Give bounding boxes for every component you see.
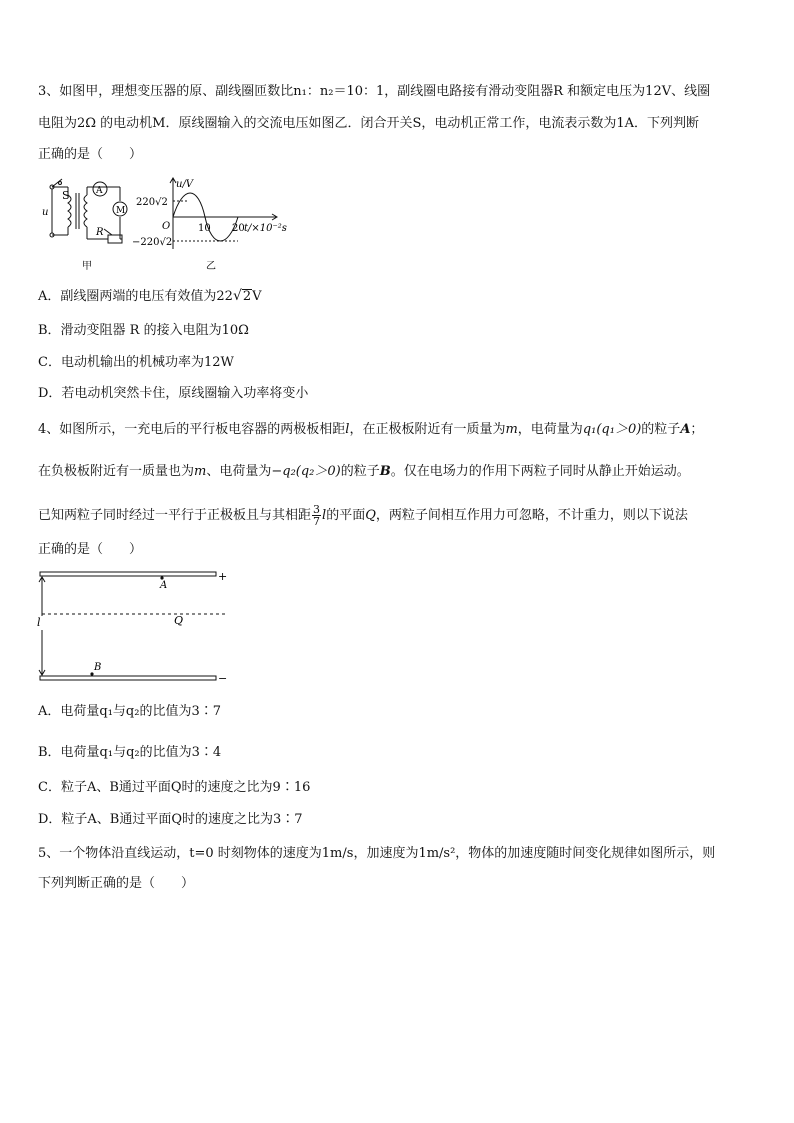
q3-figure: [38, 175, 298, 275]
q4-stem-line2: [38, 463, 690, 481]
q3-stem-line1: 3、如图甲，理想变压器的原、副线圈匝数比n₁：n₂＝10：1，副线圈电路接有滑动变阻器R 和额定电压为12V、线圈: [38, 84, 711, 99]
q4-option-a: A．电荷量q₁与q₂的比值为3∶7: [38, 704, 221, 719]
q4-fig-plus: +: [218, 570, 228, 583]
q3-option-c: C．电动机输出的机械功率为12W: [38, 355, 234, 370]
q3-graph-y-bottom: −220√2: [132, 237, 173, 248]
q3-fig-label-s: S: [62, 189, 70, 202]
q4-l2-particle-b: B: [379, 464, 391, 479]
q4-l1-l: l: [345, 422, 350, 437]
q4-fig-label-q: Q: [174, 614, 184, 627]
q4-l1-c: ，电荷量为: [517, 422, 583, 437]
q3-graph-y-axis-label: u/V: [176, 179, 194, 190]
q4-l2-b: 、电荷量为: [206, 464, 272, 479]
q4-stem-line4: 正确的是（ ）: [38, 542, 143, 557]
q3-graph-tick-10: 10: [198, 223, 211, 234]
q4-l2-c: 的粒子: [340, 464, 380, 479]
q4-option-b: B．电荷量q₁与q₂的比值为3∶4: [38, 745, 222, 760]
q4-l3-c: ，两粒子间相互作用力可忽略，不计重力，则以下说法: [375, 508, 688, 523]
q4-l2-q: −q₂(q₂＞0): [271, 464, 341, 479]
q4-l2-m: m: [194, 464, 207, 479]
q3-stem-line3: 正确的是（ ）: [38, 147, 143, 162]
q3-option-b: B．滑动变阻器 R 的接入电阻为10Ω: [38, 323, 249, 338]
q4-l3-b: 的平面: [326, 508, 366, 523]
q4-fig-minus: −: [218, 672, 228, 685]
q3-option-a-text: A．副线圈两端的电压有效值为: [38, 289, 217, 304]
q4-l3-fraction: [312, 504, 321, 527]
q3-fig-label-resistor: R: [96, 227, 104, 238]
q4-l3-num: 3: [313, 503, 321, 516]
q4-l2-a: 在负极板附近有一质量也为: [38, 464, 195, 479]
q4-l2-d: 。仅在电场力的作用下两粒子同时从静止开始运动。: [390, 464, 690, 479]
q4-l3-den: 7: [313, 515, 321, 528]
q3-fig-caption-left: 甲: [82, 261, 92, 272]
q4-l3-q: Q: [365, 508, 376, 523]
q3-stem-line2: 电阻为2Ω 的电动机M．原线圈输入的交流电压如图乙．闭合开关S，电动机正常工作，电流表示数为1A．下列判断: [38, 116, 700, 131]
q5-stem-line1: 5、一个物体沿直线运动，t=0 时刻物体的速度为1m/s，加速度为1m/s²，物体的加速度随时间变化规律如图所示，则: [38, 846, 716, 861]
q3-graph-y-top: 220√2: [136, 197, 168, 208]
q4-l1-e: ；: [690, 422, 704, 437]
q4-l3-a: 已知两粒子同时经过一平行于正极板且与其相距: [38, 508, 312, 523]
q3-option-a-unit: V: [252, 289, 262, 304]
q3-option-d: D．若电动机突然卡住，原线圈输入功率将变小: [38, 386, 309, 401]
q4-fig-label-b: B: [94, 662, 102, 673]
q4-l1-d: 的粒子: [641, 422, 681, 437]
q4-option-d: D．粒子A、B通过平面Q时的速度之比为3∶7: [38, 812, 303, 827]
q4-capacitor-figure: [34, 566, 234, 688]
q3-fig-label-motor: M: [116, 206, 126, 216]
q3-graph-tick-20: 20: [232, 223, 245, 234]
q3-graph-origin: O: [162, 221, 171, 232]
q4-l1-m: m: [505, 422, 518, 437]
q4-stem-line1: [38, 421, 703, 439]
q3-fig-label-u: u: [42, 207, 49, 218]
q3-fig-label-ammeter: A: [96, 186, 103, 196]
q4-l1-a: 4、如图所示，一充电后的平行板电容器的两极板相距: [38, 422, 346, 437]
q4-stem-line3: [38, 504, 688, 527]
q3-option-a: A．副线圈两端的电压有效值为22√2V: [38, 288, 262, 304]
q4-l1-q: q₁(q₁＞0): [582, 422, 642, 437]
q3-option-a-root: 2: [242, 289, 252, 304]
q5-stem-line2: 下列判断正确的是（ ）: [38, 876, 195, 891]
q3-option-a-value: 22: [216, 289, 233, 304]
q4-l1-particle-a: A: [680, 422, 691, 437]
q4-fig-label-l: l: [37, 616, 41, 629]
q4-l1-b: ，在正极板附近有一质量为: [349, 422, 506, 437]
q4-l3-l: l: [322, 508, 327, 523]
q4-fig-label-a: A: [160, 580, 168, 591]
q3-graph-x-axis-label: t/×10⁻²s: [244, 223, 287, 234]
q3-fig-caption-right: 乙: [206, 261, 216, 272]
q4-option-c: C．粒子A、B通过平面Q时的速度之比为9∶16: [38, 780, 311, 795]
